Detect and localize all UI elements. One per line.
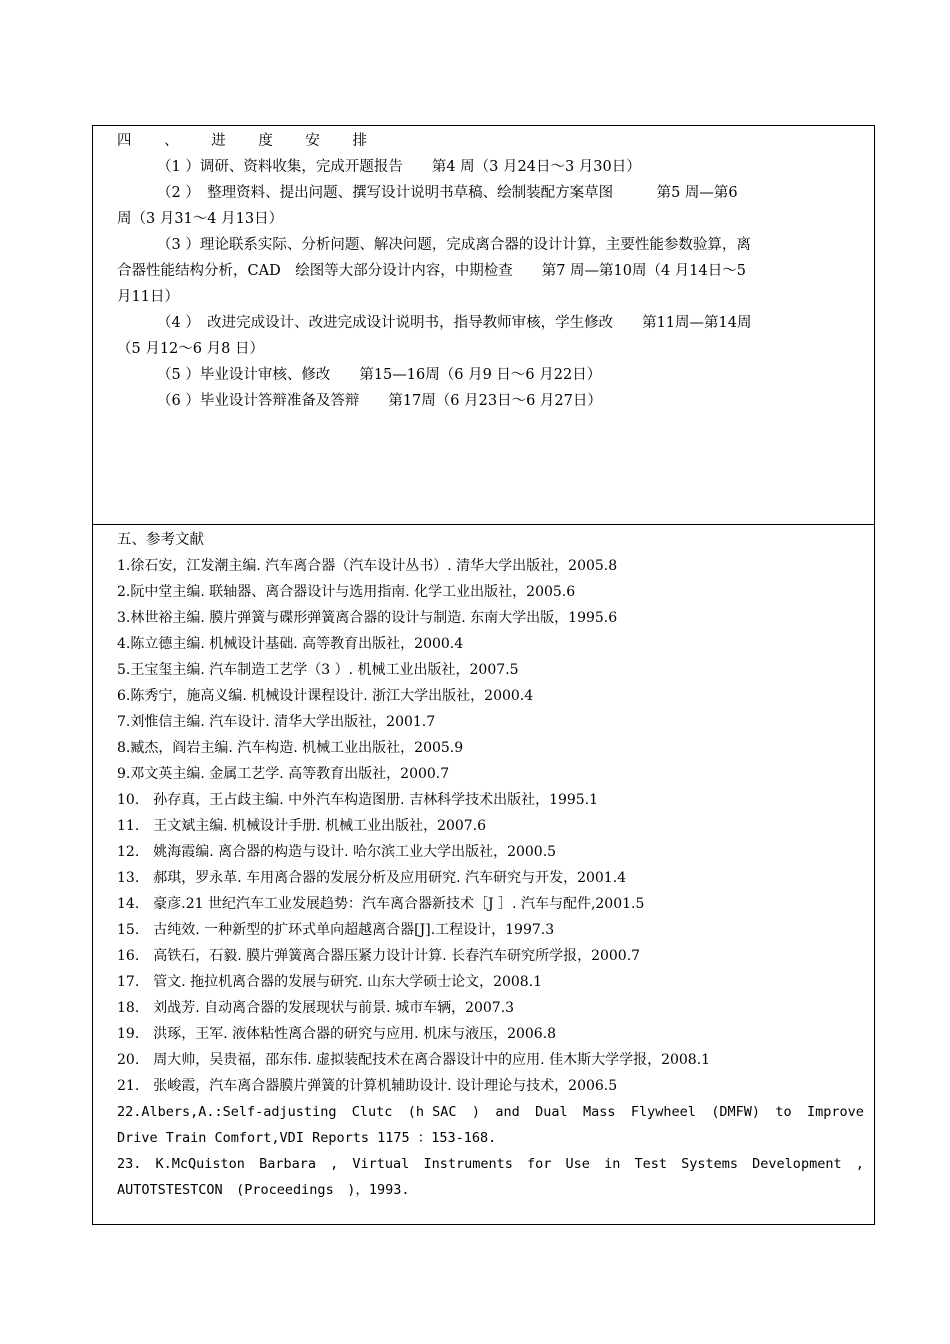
references-section <box>92 524 875 1225</box>
reference-item: 6.陈秀宁，施高义编. 机械设计课程设计. 浙江大学出版社，2000.4 <box>117 688 534 704</box>
ref-word: Development <box>752 1156 842 1172</box>
reference-item: 18. 刘战芳. 自动离合器的发展现状与前景. 城市车辆，2007.3 <box>117 1000 515 1016</box>
schedule-item-3-cont: 合器性能结构分析，CAD 绘图等大部分设计内容，中期检查 第7 周—第10周（4 月14日～5 <box>117 263 746 279</box>
reference-item: 12. 姚海霞编. 离合器的构造与设计. 哈尔滨工业大学出版社，2000.5 <box>117 844 557 860</box>
schedule-item-2: （2 ） 整理资料、提出问题、撰写设计说明书草稿、绘制装配方案草图 第5 周—第6 <box>157 185 738 201</box>
ref-word: to <box>775 1104 792 1120</box>
ref-word: Clutc <box>351 1104 393 1120</box>
reference-item: 3.林世裕主编. 膜片弹簧与碟形弹簧离合器的设计与制造. 东南大学出版，1995.6 <box>117 610 618 626</box>
reference-item: 15. 古纯效. 一种新型的扩环式单向超越离合器[J].工程设计，1997.3 <box>117 922 555 938</box>
schedule-item-4: （4 ） 改进完成设计、改进完成设计说明书，指导教师审核，学生修改 第11周—第14周 <box>157 315 752 331</box>
ref-word: 22.Albers,A.:Self-adjusting <box>117 1104 337 1120</box>
reference-item: 10. 孙存真，王占歧主编. 中外汽车构造图册. 吉林科学技术出版社，1995.1 <box>117 792 599 808</box>
reference-item-22 <box>117 1099 864 1125</box>
ref-word: Test <box>634 1156 667 1172</box>
reference-item: 17. 管文. 拖拉机离合器的发展与研究. 山东大学硕士论文，2008.1 <box>117 974 543 990</box>
schedule-item-3-cont2: 月11日） <box>117 289 179 305</box>
ref-word: (h SAC <box>407 1104 457 1120</box>
reference-item-23-cont: AUTOTSTESTCON (Proceedings )，1993. <box>117 1182 410 1198</box>
reference-item: 9.邓文英主编. 金属工艺学. 高等教育出版社，2000.7 <box>117 766 450 782</box>
schedule-item-3: （3 ）理论联系实际、分析问题、解决问题，完成离合器的设计计算，主要性能参数验算，离 <box>157 237 751 253</box>
section-title: 四 、 进 度 安 排 <box>117 133 382 149</box>
ref-word: K.McQuiston <box>155 1156 245 1172</box>
reference-item: 11. 王文斌主编. 机械设计手册. 机械工业出版社，2007.6 <box>117 818 487 834</box>
ref-word: Flywheel <box>630 1104 696 1120</box>
reference-item: 19. 洪琢，王军. 液体粘性离合器的研究与应用. 机床与液压，2006.8 <box>117 1026 557 1042</box>
schedule-item-1: （1 ）调研、资料收集，完成开题报告 第4 周（3 月24日～3 月30日） <box>157 159 641 175</box>
ref-word: , <box>855 1156 864 1172</box>
ref-word: Mass <box>582 1104 616 1120</box>
reference-item: 21. 张峻霞，汽车离合器膜片弹簧的计算机辅助设计. 设计理论与技术，2006.5 <box>117 1078 618 1094</box>
reference-item: 2.阮中堂主编. 联轴器、离合器设计与选用指南. 化学工业出版社，2005.6 <box>117 584 576 600</box>
schedule-item-5: （5 ）毕业设计审核、修改 第15—16周（6 月9 日～6 月22日） <box>157 367 602 383</box>
reference-item: 16. 高铁石，石毅. 膜片弹簧离合器压紧力设计计算. 长春汽车研究所学报，2000.7 <box>117 948 641 964</box>
reference-item: 20. 周大帅，吴贵福，邵东伟. 虚拟装配技术在离合器设计中的应用. 佳木斯大学学报，2008.1 <box>117 1052 711 1068</box>
section-title: 五、参考文献 <box>117 532 204 548</box>
ref-word: ) <box>471 1104 481 1120</box>
ref-word: 23. <box>117 1156 142 1172</box>
ref-word: for <box>527 1156 552 1172</box>
ref-word: Instruments <box>423 1156 513 1172</box>
schedule-item-6: （6 ）毕业设计答辩准备及答辩 第17周（6 月23日～6 月27日） <box>157 393 602 409</box>
schedule-section <box>92 125 875 525</box>
reference-item: 8.臧杰，阎岩主编. 汽车构造. 机械工业出版社，2005.9 <box>117 740 464 756</box>
ref-word: Dual <box>535 1104 568 1120</box>
ref-word: Improve <box>806 1104 864 1120</box>
ref-word: Systems <box>681 1156 739 1172</box>
ref-word: , <box>330 1156 339 1172</box>
schedule-item-4-cont: （5 月12～6 月8 日） <box>117 341 264 357</box>
ref-word: Use <box>565 1156 590 1172</box>
schedule-item-2-cont: 周（3 月31～4 月13日） <box>117 211 284 227</box>
ref-word: Barbara <box>259 1156 316 1172</box>
ref-word: (DMFW) <box>711 1104 760 1120</box>
reference-item: 7.刘惟信主编. 汽车设计. 清华大学出版社，2001.7 <box>117 714 436 730</box>
reference-item: 4.陈立德主编. 机械设计基础. 高等教育出版社，2000.4 <box>117 636 464 652</box>
reference-item-23 <box>117 1151 864 1177</box>
reference-item: 14. 豪彦.21 世纪汽车工业发展趋势：汽车离合器新技术［J ］. 汽车与配件,2001.5 <box>117 896 645 912</box>
reference-item: 1.徐石安，江发潮主编. 汽车离合器（汽车设计丛书）. 清华大学出版社，2005.8 <box>117 558 618 574</box>
reference-item: 13. 郝琪，罗永革. 车用离合器的发展分析及应用研究. 汽车研究与开发，2001.4 <box>117 870 627 886</box>
ref-word: in <box>604 1156 621 1172</box>
ref-word: and <box>495 1104 520 1120</box>
reference-item: 5.王宝玺主编. 汽车制造工艺学（3 ）. 机械工业出版社，2007.5 <box>117 662 519 678</box>
reference-item-22-cont: Drive Train Comfort,VDI Reports 1175 ：153-168. <box>117 1130 497 1146</box>
ref-word: Virtual <box>352 1156 410 1172</box>
